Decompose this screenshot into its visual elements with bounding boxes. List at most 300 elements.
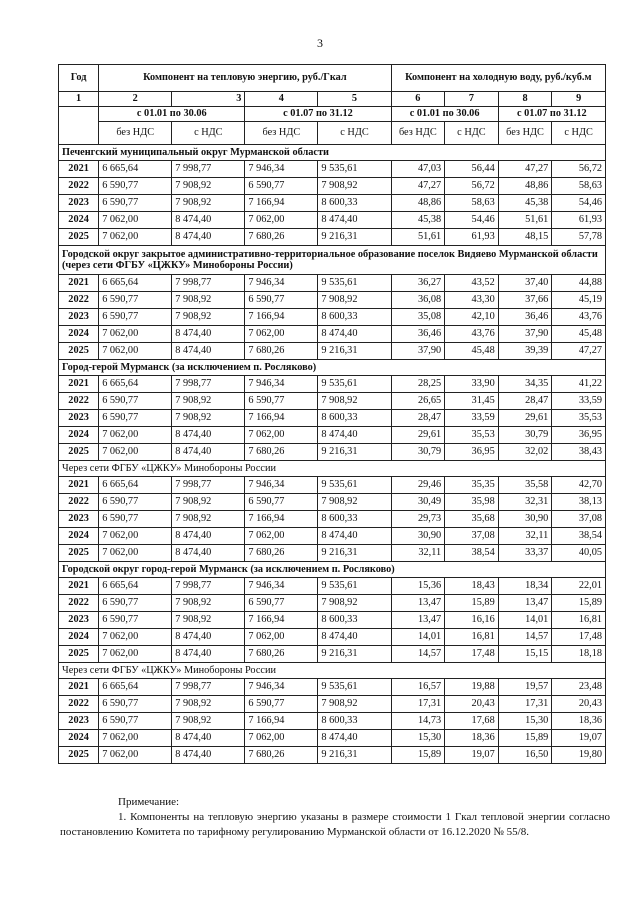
value-cell: 32,11 — [391, 545, 445, 562]
value-cell: 8 600,33 — [318, 410, 391, 427]
value-cell: 6 590,77 — [245, 292, 318, 309]
value-cell: 45,38 — [391, 212, 445, 229]
value-cell: 14,57 — [391, 646, 445, 663]
table-row — [59, 545, 606, 562]
page-number: 3 — [317, 36, 323, 50]
value-cell: 8 600,33 — [318, 195, 391, 212]
value-cell: 7 908,92 — [318, 595, 391, 612]
value-cell: 8 474,40 — [172, 629, 245, 646]
value-cell: 7 908,92 — [172, 713, 245, 730]
vat-header: без НДС — [498, 122, 552, 145]
value-cell: 8 474,40 — [318, 427, 391, 444]
value-cell: 42,70 — [552, 477, 606, 494]
value-cell: 54,46 — [552, 195, 606, 212]
value-cell: 9 216,31 — [318, 545, 391, 562]
value-cell: 28,47 — [391, 410, 445, 427]
value-cell: 6 665,64 — [99, 477, 172, 494]
header-water-component: Компонент на холодную воду, руб./куб.м — [391, 65, 605, 92]
section-row — [59, 461, 606, 477]
table-row — [59, 646, 606, 663]
value-cell: 33,90 — [445, 376, 499, 393]
value-cell: 6 590,77 — [99, 494, 172, 511]
year-cell: 2024 — [59, 528, 99, 545]
table-row — [59, 427, 606, 444]
value-cell: 57,78 — [552, 229, 606, 246]
value-cell: 33,37 — [498, 545, 552, 562]
col-num: 7 — [445, 92, 499, 107]
value-cell: 38,54 — [445, 545, 499, 562]
value-cell: 6 665,64 — [99, 679, 172, 696]
value-cell: 7 680,26 — [245, 229, 318, 246]
value-cell: 38,54 — [552, 528, 606, 545]
value-cell: 36,95 — [445, 444, 499, 461]
value-cell: 16,50 — [498, 747, 552, 764]
value-cell: 8 474,40 — [318, 730, 391, 747]
table-row — [59, 494, 606, 511]
value-cell: 19,07 — [445, 747, 499, 764]
vat-header: с НДС — [318, 122, 391, 145]
value-cell: 7 946,34 — [245, 161, 318, 178]
value-cell: 47,27 — [498, 161, 552, 178]
value-cell: 7 680,26 — [245, 545, 318, 562]
value-cell: 30,90 — [498, 511, 552, 528]
vat-header: с НДС — [445, 122, 499, 145]
value-cell: 7 908,92 — [318, 292, 391, 309]
value-cell: 31,45 — [445, 393, 499, 410]
value-cell: 56,72 — [445, 178, 499, 195]
value-cell: 7 062,00 — [99, 212, 172, 229]
year-cell: 2024 — [59, 730, 99, 747]
value-cell: 6 590,77 — [245, 178, 318, 195]
section-title: Город-герой Мурманск (за исключением п. Росляково) — [59, 360, 606, 376]
value-cell: 9 535,61 — [318, 578, 391, 595]
col-num: 9 — [552, 92, 606, 107]
value-cell: 61,93 — [552, 212, 606, 229]
tariff-table-body — [59, 145, 606, 764]
year-cell: 2021 — [59, 578, 99, 595]
table-row — [59, 376, 606, 393]
value-cell: 7 908,92 — [318, 696, 391, 713]
value-cell: 13,47 — [391, 612, 445, 629]
value-cell: 18,36 — [445, 730, 499, 747]
value-cell: 51,61 — [391, 229, 445, 246]
tariff-table — [58, 64, 606, 764]
value-cell: 8 600,33 — [318, 612, 391, 629]
value-cell: 14,01 — [391, 629, 445, 646]
value-cell: 15,15 — [498, 646, 552, 663]
table-row — [59, 511, 606, 528]
section-row — [59, 562, 606, 578]
table-row — [59, 477, 606, 494]
value-cell: 6 590,77 — [245, 494, 318, 511]
value-cell: 17,48 — [445, 646, 499, 663]
value-cell: 33,59 — [445, 410, 499, 427]
year-cell: 2022 — [59, 393, 99, 410]
value-cell: 7 062,00 — [245, 730, 318, 747]
period-heat-h2: с 01.07 по 31.12 — [245, 107, 391, 122]
value-cell: 8 474,40 — [172, 545, 245, 562]
value-cell: 56,44 — [445, 161, 499, 178]
value-cell: 35,58 — [498, 477, 552, 494]
value-cell: 7 062,00 — [245, 528, 318, 545]
year-cell: 2021 — [59, 275, 99, 292]
value-cell: 7 062,00 — [99, 629, 172, 646]
value-cell: 7 062,00 — [99, 528, 172, 545]
value-cell: 8 474,40 — [318, 629, 391, 646]
value-cell: 7 062,00 — [99, 730, 172, 747]
value-cell: 7 062,00 — [99, 427, 172, 444]
value-cell: 8 474,40 — [172, 229, 245, 246]
value-cell: 30,90 — [391, 528, 445, 545]
year-cell: 2024 — [59, 212, 99, 229]
value-cell: 6 665,64 — [99, 275, 172, 292]
value-cell: 6 590,77 — [99, 178, 172, 195]
table-row — [59, 696, 606, 713]
value-cell: 37,66 — [498, 292, 552, 309]
value-cell: 7 680,26 — [245, 444, 318, 461]
table-row — [59, 410, 606, 427]
value-cell: 7 680,26 — [245, 646, 318, 663]
value-cell: 7 946,34 — [245, 376, 318, 393]
value-cell: 17,48 — [552, 629, 606, 646]
value-cell: 54,46 — [445, 212, 499, 229]
value-cell: 9 216,31 — [318, 343, 391, 360]
value-cell: 47,27 — [391, 178, 445, 195]
value-cell: 34,35 — [498, 376, 552, 393]
value-cell: 7 908,92 — [172, 309, 245, 326]
vat-header: без НДС — [245, 122, 318, 145]
table-row — [59, 747, 606, 764]
value-cell: 7 908,92 — [172, 393, 245, 410]
value-cell: 7 908,92 — [172, 410, 245, 427]
value-cell: 48,15 — [498, 229, 552, 246]
table-row — [59, 713, 606, 730]
value-cell: 37,90 — [391, 343, 445, 360]
value-cell: 8 474,40 — [318, 528, 391, 545]
value-cell: 43,52 — [445, 275, 499, 292]
value-cell: 35,35 — [445, 477, 499, 494]
value-cell: 19,88 — [445, 679, 499, 696]
year-cell: 2023 — [59, 410, 99, 427]
value-cell: 43,76 — [552, 309, 606, 326]
period-water-h1: с 01.01 по 30.06 — [391, 107, 498, 122]
value-cell: 7 908,92 — [172, 292, 245, 309]
value-cell: 9 535,61 — [318, 275, 391, 292]
year-cell: 2021 — [59, 161, 99, 178]
table-row — [59, 229, 606, 246]
value-cell: 7 908,92 — [172, 595, 245, 612]
value-cell: 35,98 — [445, 494, 499, 511]
value-cell: 36,27 — [391, 275, 445, 292]
value-cell: 7 998,77 — [172, 275, 245, 292]
value-cell: 17,68 — [445, 713, 499, 730]
year-cell: 2024 — [59, 326, 99, 343]
value-cell: 15,89 — [498, 730, 552, 747]
value-cell: 7 062,00 — [99, 229, 172, 246]
value-cell: 6 665,64 — [99, 578, 172, 595]
value-cell: 6 590,77 — [99, 410, 172, 427]
value-cell: 33,59 — [552, 393, 606, 410]
year-cell: 2022 — [59, 696, 99, 713]
value-cell: 48,86 — [391, 195, 445, 212]
value-cell: 9 535,61 — [318, 161, 391, 178]
value-cell: 14,57 — [498, 629, 552, 646]
value-cell: 6 590,77 — [245, 595, 318, 612]
value-cell: 37,08 — [552, 511, 606, 528]
table-row — [59, 178, 606, 195]
table-row — [59, 292, 606, 309]
value-cell: 8 474,40 — [318, 326, 391, 343]
value-cell: 44,88 — [552, 275, 606, 292]
value-cell: 19,57 — [498, 679, 552, 696]
section-title: Печенгский муниципальный округ Мурманской области — [59, 145, 606, 161]
value-cell: 7 998,77 — [172, 679, 245, 696]
value-cell: 6 590,77 — [99, 393, 172, 410]
value-cell: 32,11 — [498, 528, 552, 545]
value-cell: 7 062,00 — [99, 545, 172, 562]
year-cell: 2022 — [59, 178, 99, 195]
value-cell: 30,79 — [391, 444, 445, 461]
header-heat-component: Компонент на тепловую энергию, руб./Гкал — [99, 65, 391, 92]
period-heat-h1: с 01.01 по 30.06 — [99, 107, 245, 122]
vat-header: без НДС — [99, 122, 172, 145]
value-cell: 45,38 — [498, 195, 552, 212]
value-cell: 35,53 — [445, 427, 499, 444]
section-row — [59, 360, 606, 376]
value-cell: 61,93 — [445, 229, 499, 246]
value-cell: 7 946,34 — [245, 578, 318, 595]
value-cell: 9 535,61 — [318, 477, 391, 494]
value-cell: 7 946,34 — [245, 477, 318, 494]
table-row — [59, 730, 606, 747]
vat-header: с НДС — [552, 122, 606, 145]
value-cell: 7 998,77 — [172, 477, 245, 494]
value-cell: 8 474,40 — [172, 444, 245, 461]
value-cell: 7 908,92 — [172, 612, 245, 629]
value-cell: 38,43 — [552, 444, 606, 461]
value-cell: 7 908,92 — [172, 696, 245, 713]
value-cell: 15,30 — [498, 713, 552, 730]
section-row — [59, 663, 606, 679]
year-cell: 2025 — [59, 545, 99, 562]
value-cell: 29,61 — [498, 410, 552, 427]
value-cell: 36,08 — [391, 292, 445, 309]
year-cell: 2022 — [59, 595, 99, 612]
value-cell: 7 062,00 — [99, 343, 172, 360]
col-num: 5 — [318, 92, 391, 107]
value-cell: 35,68 — [445, 511, 499, 528]
year-cell: 2024 — [59, 427, 99, 444]
value-cell: 20,43 — [552, 696, 606, 713]
vat-header: без НДС — [391, 122, 445, 145]
value-cell: 20,43 — [445, 696, 499, 713]
year-cell: 2023 — [59, 309, 99, 326]
year-cell: 2022 — [59, 494, 99, 511]
value-cell: 35,08 — [391, 309, 445, 326]
col-num: 4 — [245, 92, 318, 107]
year-cell: 2023 — [59, 612, 99, 629]
year-cell: 2025 — [59, 646, 99, 663]
value-cell: 37,90 — [498, 326, 552, 343]
value-cell: 6 590,77 — [99, 696, 172, 713]
value-cell: 7 062,00 — [245, 427, 318, 444]
value-cell: 7 062,00 — [245, 629, 318, 646]
value-cell: 47,27 — [552, 343, 606, 360]
table-row — [59, 275, 606, 292]
value-cell: 36,46 — [498, 309, 552, 326]
value-cell: 16,81 — [552, 612, 606, 629]
value-cell: 43,30 — [445, 292, 499, 309]
value-cell: 58,63 — [552, 178, 606, 195]
value-cell: 6 590,77 — [99, 292, 172, 309]
value-cell: 19,80 — [552, 747, 606, 764]
value-cell: 8 600,33 — [318, 309, 391, 326]
value-cell: 7 166,94 — [245, 309, 318, 326]
value-cell: 13,47 — [391, 595, 445, 612]
table-row — [59, 326, 606, 343]
value-cell: 9 216,31 — [318, 229, 391, 246]
value-cell: 40,05 — [552, 545, 606, 562]
value-cell: 7 998,77 — [172, 578, 245, 595]
year-cell: 2021 — [59, 679, 99, 696]
value-cell: 13,47 — [498, 595, 552, 612]
value-cell: 7 680,26 — [245, 747, 318, 764]
value-cell: 15,89 — [445, 595, 499, 612]
value-cell: 32,02 — [498, 444, 552, 461]
value-cell: 7 166,94 — [245, 511, 318, 528]
value-cell: 45,48 — [445, 343, 499, 360]
value-cell: 7 062,00 — [245, 326, 318, 343]
value-cell: 7 062,00 — [99, 646, 172, 663]
table-row — [59, 612, 606, 629]
value-cell: 7 908,92 — [172, 494, 245, 511]
table-row — [59, 679, 606, 696]
section-title: Через сети ФГБУ «ЦЖКУ» Минобороны России — [59, 461, 606, 477]
value-cell: 7 908,92 — [172, 178, 245, 195]
value-cell: 8 600,33 — [318, 713, 391, 730]
value-cell: 28,25 — [391, 376, 445, 393]
section-row — [59, 145, 606, 161]
value-cell: 18,36 — [552, 713, 606, 730]
notes-heading: Примечание: — [118, 796, 180, 808]
value-cell: 43,76 — [445, 326, 499, 343]
value-cell: 6 665,64 — [99, 161, 172, 178]
value-cell: 18,34 — [498, 578, 552, 595]
value-cell: 8 474,40 — [172, 747, 245, 764]
table-row — [59, 309, 606, 326]
value-cell: 9 535,61 — [318, 679, 391, 696]
value-cell: 16,57 — [391, 679, 445, 696]
value-cell: 7 908,92 — [318, 178, 391, 195]
section-title: Городской округ закрытое административно-территориальное образование поселок Видяево Мурманской области (через сети ФГБУ «ЦЖКУ» Минобороны России) — [59, 246, 606, 275]
table-row — [59, 393, 606, 410]
value-cell: 8 474,40 — [172, 528, 245, 545]
value-cell: 7 946,34 — [245, 679, 318, 696]
value-cell: 7 166,94 — [245, 713, 318, 730]
table-row — [59, 343, 606, 360]
value-cell: 36,46 — [391, 326, 445, 343]
year-cell: 2025 — [59, 444, 99, 461]
section-row — [59, 246, 606, 275]
value-cell: 15,89 — [391, 747, 445, 764]
value-cell: 6 590,77 — [99, 713, 172, 730]
value-cell: 29,73 — [391, 511, 445, 528]
value-cell: 6 590,77 — [99, 195, 172, 212]
value-cell: 9 535,61 — [318, 376, 391, 393]
table-row — [59, 212, 606, 229]
value-cell: 35,53 — [552, 410, 606, 427]
value-cell: 8 474,40 — [172, 646, 245, 663]
value-cell: 23,48 — [552, 679, 606, 696]
notes-item-1: 1. Компоненты на тепловую энергию указаны в размере стоимости 1 Гкал тепловой энергии согласно постановлению Комитета по тарифному регулированию Мурманской области от 16.12.2020 № 55/8. — [60, 811, 610, 838]
value-cell: 51,61 — [498, 212, 552, 229]
value-cell: 7 166,94 — [245, 410, 318, 427]
value-cell: 7 166,94 — [245, 195, 318, 212]
value-cell: 58,63 — [445, 195, 499, 212]
value-cell: 15,30 — [391, 730, 445, 747]
value-cell: 26,65 — [391, 393, 445, 410]
value-cell: 18,43 — [445, 578, 499, 595]
value-cell: 7 998,77 — [172, 161, 245, 178]
section-title: Городской округ город-герой Мурманск (за исключением п. Росляково) — [59, 562, 606, 578]
table-row — [59, 629, 606, 646]
value-cell: 45,48 — [552, 326, 606, 343]
value-cell: 8 474,40 — [172, 343, 245, 360]
table-row — [59, 578, 606, 595]
year-cell: 2025 — [59, 747, 99, 764]
col-num: 6 — [391, 92, 445, 107]
value-cell: 6 590,77 — [245, 393, 318, 410]
value-cell: 8 474,40 — [172, 730, 245, 747]
value-cell: 7 062,00 — [99, 444, 172, 461]
value-cell: 32,31 — [498, 494, 552, 511]
year-cell: 2025 — [59, 229, 99, 246]
value-cell: 7 908,92 — [172, 511, 245, 528]
year-cell: 2021 — [59, 376, 99, 393]
col-num: 1 — [59, 92, 99, 107]
value-cell: 9 216,31 — [318, 747, 391, 764]
value-cell: 8 474,40 — [172, 212, 245, 229]
value-cell: 19,07 — [552, 730, 606, 747]
section-title: Через сети ФГБУ «ЦЖКУ» Минобороны России — [59, 663, 606, 679]
value-cell: 29,61 — [391, 427, 445, 444]
value-cell: 39,39 — [498, 343, 552, 360]
value-cell: 6 590,77 — [245, 696, 318, 713]
value-cell: 16,81 — [445, 629, 499, 646]
value-cell: 22,01 — [552, 578, 606, 595]
value-cell: 29,46 — [391, 477, 445, 494]
value-cell: 7 062,00 — [245, 212, 318, 229]
value-cell: 6 590,77 — [99, 595, 172, 612]
year-cell: 2023 — [59, 195, 99, 212]
value-cell: 8 474,40 — [172, 326, 245, 343]
value-cell: 7 166,94 — [245, 612, 318, 629]
notes-block — [60, 795, 610, 840]
col-num: 3 — [172, 92, 245, 107]
year-cell: 2022 — [59, 292, 99, 309]
value-cell: 37,40 — [498, 275, 552, 292]
value-cell: 28,47 — [498, 393, 552, 410]
table-row — [59, 595, 606, 612]
value-cell: 17,31 — [498, 696, 552, 713]
value-cell: 16,16 — [445, 612, 499, 629]
value-cell: 7 908,92 — [172, 195, 245, 212]
year-cell: 2023 — [59, 713, 99, 730]
value-cell: 37,08 — [445, 528, 499, 545]
value-cell: 15,36 — [391, 578, 445, 595]
col-num: 2 — [99, 92, 172, 107]
year-cell: 2024 — [59, 629, 99, 646]
